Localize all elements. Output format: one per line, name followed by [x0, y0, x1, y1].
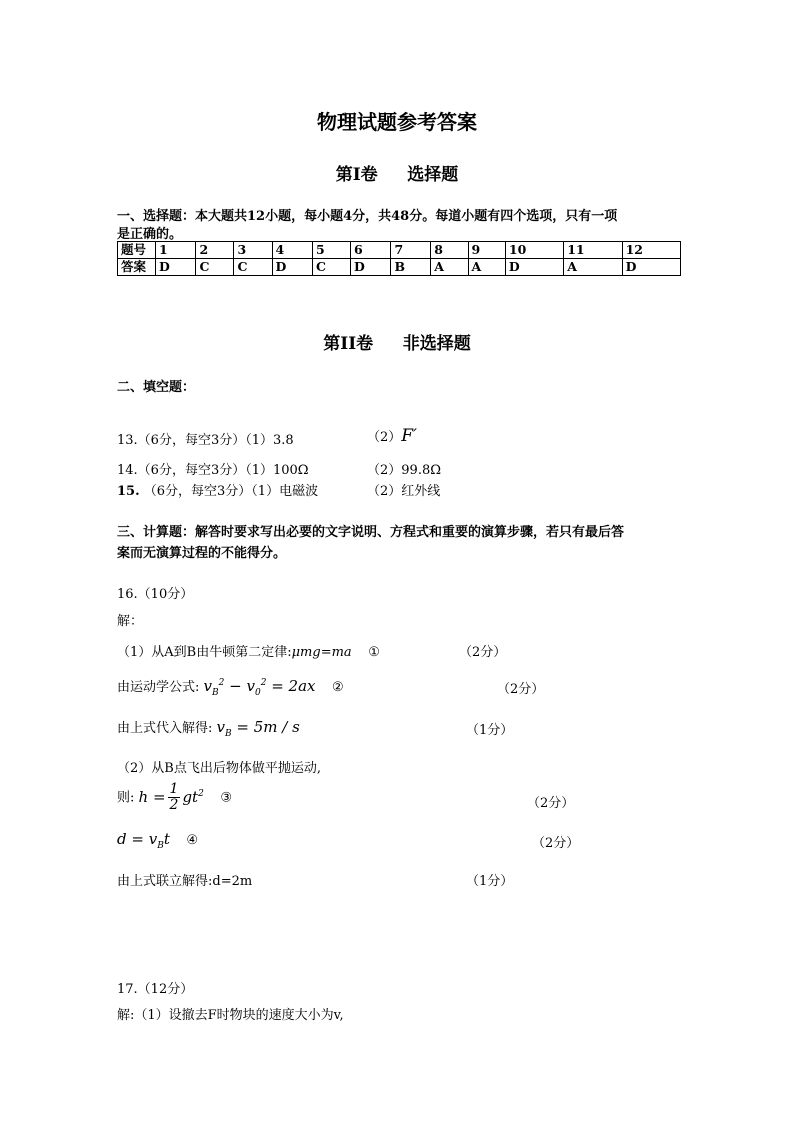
q16-step5-mark: ③ [220, 790, 233, 806]
table-cell: D [351, 259, 391, 276]
part1-heading-name: 选择题 [407, 165, 459, 185]
part2-heading [0, 329, 794, 354]
q13-answer2 [367, 426, 417, 446]
q16-step7-score: （1分） [466, 874, 514, 889]
q16-step2-score: （2分） [497, 682, 545, 697]
calc-section-line1: 三、计算题：解答时要求写出必要的文字说明、方程式和重要的演算步骤，若只有最后答 [117, 525, 625, 540]
q15-line [117, 480, 318, 499]
table-row [118, 259, 681, 276]
table-cell: A [564, 259, 622, 276]
table-cell: D [622, 259, 680, 276]
table-cell: A [468, 259, 505, 276]
q13-answer2-symbol: F′ [401, 426, 417, 446]
part2-heading-name: 非选择题 [402, 334, 471, 354]
q16-step1-text: （1）从A到B由牛顿第二定律: [117, 645, 292, 660]
q15-label: （6分，每空3分）（1）电磁波 [143, 484, 319, 499]
q16-step4: （2）从B点飞出后物体做平抛运动, [117, 761, 321, 776]
table-cell: 11 [564, 242, 622, 259]
q16-step5 [117, 782, 232, 813]
table-cell: D [505, 259, 563, 276]
q16-step3 [117, 717, 300, 739]
table-cell: B [391, 259, 431, 276]
q15-number: 15. [117, 484, 140, 499]
q16-step1-score: （2分） [459, 645, 507, 660]
q16-head: 16.（10分） [117, 587, 194, 602]
q16-step2 [117, 676, 344, 698]
table-cell: C [234, 259, 272, 276]
row-label-number: 题号 [118, 242, 156, 259]
table-cell: 9 [468, 242, 505, 259]
part1-heading-num: 第Ⅰ卷 [335, 165, 378, 185]
q17-head: 17.（12分） [117, 982, 194, 997]
q16-step6-score: （2分） [532, 836, 580, 851]
q17-step1: 解:（1）设撤去F时物块的速度大小为v, [117, 1008, 344, 1023]
fraction-one-half: $\frac{1}{2}$ [169, 781, 179, 813]
q16-step6-mark: ④ [186, 833, 199, 848]
table-cell: 8 [431, 242, 468, 259]
q16-step2-mark: ② [332, 680, 344, 695]
table-cell: A [431, 259, 468, 276]
q16-step7: 由上式联立解得:d=2m [117, 874, 253, 889]
table-cell: 10 [505, 242, 563, 259]
document-title: 物理试题参考答案 [317, 110, 477, 134]
q16-step3-equation: $v_B = 5m / s$ [216, 718, 300, 739]
part2-heading-num: 第II卷 [323, 334, 374, 354]
q16-step5-score: （2分） [527, 796, 575, 811]
table-cell: 2 [196, 242, 234, 259]
q16-jie: 解： [117, 614, 144, 629]
q13-label: 13.（6分，每空3分）（1）3.8 [117, 433, 294, 448]
table-cell: 5 [312, 242, 350, 259]
table-cell: C [196, 259, 234, 276]
answer-table [117, 241, 681, 276]
q14-label: 14.（6分，每空3分）（1）100Ω [117, 463, 309, 478]
table-cell: D [272, 259, 312, 276]
q16-step1-mark: ① [368, 645, 380, 660]
table-cell: 3 [234, 242, 272, 259]
q16-step5-equation: h = $\frac{1}{2}$ $gt^2$ [138, 781, 204, 813]
fill-section-title: 二、填空题： [117, 380, 196, 395]
q13-answer2-label: （2） [367, 430, 402, 445]
q16-step3-score: （1分） [466, 723, 514, 738]
table-cell: 1 [156, 242, 196, 259]
table-cell: C [312, 259, 350, 276]
q16-step5-text: 则: [117, 790, 135, 806]
calc-section-line2: 案而无演算过程的不能得分。 [117, 546, 287, 561]
part1-intro-line1: 一、选择题：本大题共12小题，每小题4分，共48分。每道小题有四个选项，只有一项 [117, 209, 618, 224]
row-label-answer: 答案 [118, 259, 156, 276]
q16-step3-text: 由上式代入解得: [117, 721, 213, 736]
q16-step2-text: 由运动学公式: [117, 680, 200, 695]
table-cell: 4 [272, 242, 312, 259]
q16-step6-equation: $d = v_Bt$ [117, 830, 170, 851]
table-cell: 7 [391, 242, 431, 259]
q13-line [117, 429, 294, 448]
q16-step2-equation: $v_B^2 - v_0^2 = 2ax$ [203, 677, 316, 698]
table-cell: D [156, 259, 196, 276]
table-cell: 12 [622, 242, 680, 259]
q14-answer2: （2）99.8Ω [367, 463, 441, 478]
q16-step1 [117, 641, 380, 660]
q15-answer2: （2）红外线 [367, 484, 441, 499]
table-row [118, 242, 681, 259]
q16-step6 [117, 830, 198, 851]
q16-step1-equation: μmg=ma [291, 645, 352, 660]
part1-heading [0, 160, 794, 185]
table-cell: 6 [351, 242, 391, 259]
part1-intro-line2: 是正确的。 [117, 227, 183, 242]
